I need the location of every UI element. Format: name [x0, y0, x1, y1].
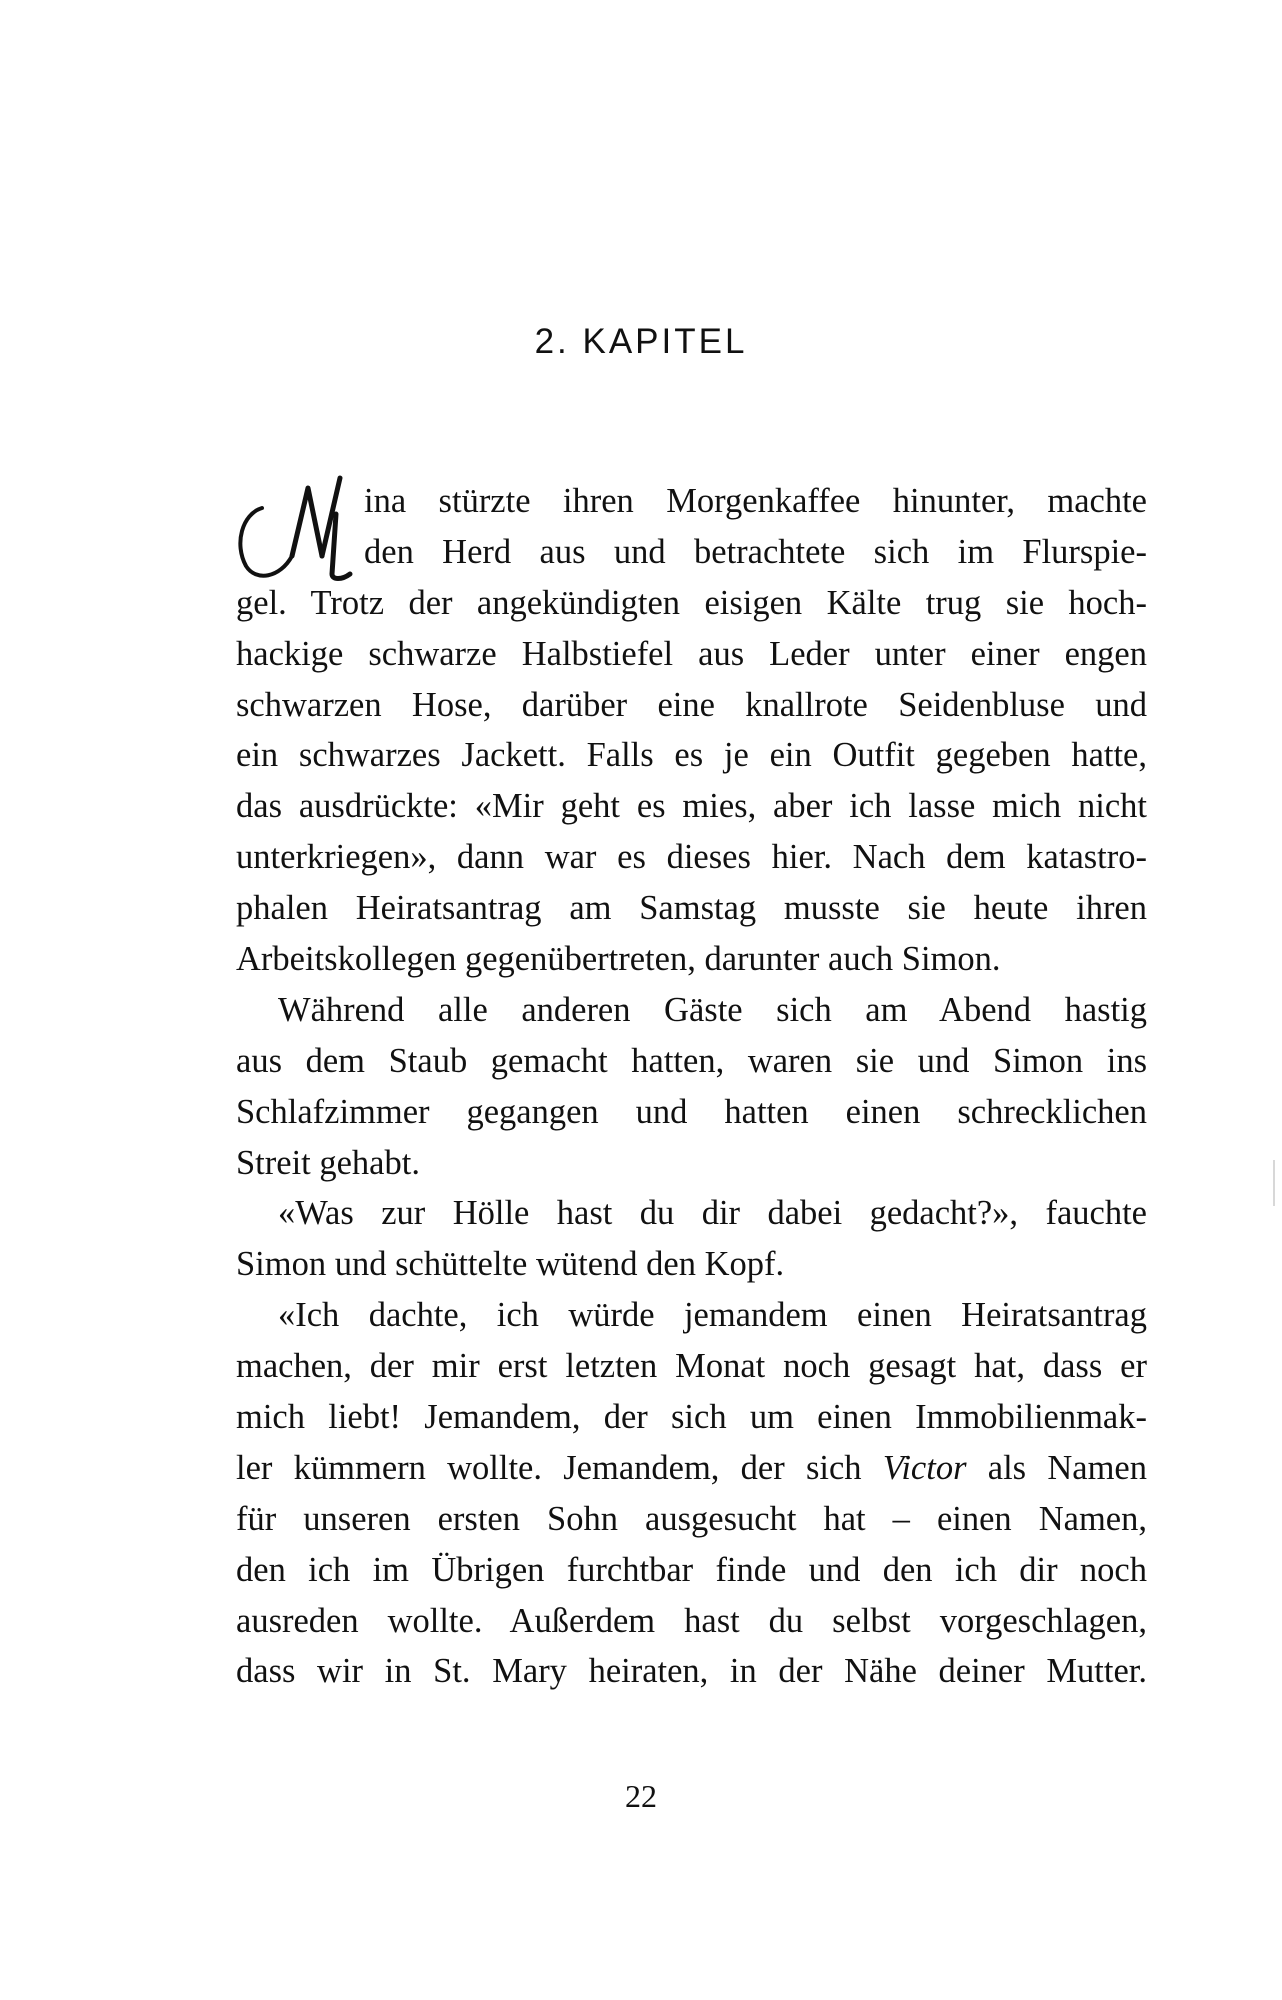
page-number: 22: [625, 1778, 657, 1814]
text-line: schwarzen Hose, darüber eine knallrote Seidenbluse und: [236, 685, 1147, 724]
text-line: mich liebt! Jemandem, der sich um einen Immobilienmak-: [236, 1398, 1147, 1437]
text-line: Arbeitskollegen gegenübertreten, darunter auch Simon.: [236, 940, 1001, 979]
text-line: unterkriegen», dann war es dieses hier. Nach dem katastro-: [236, 838, 1147, 877]
italic-name: Victor: [882, 1448, 967, 1487]
text-line: Streit gehabt.: [236, 1143, 420, 1182]
text-line: Simon und schüttelte wütend den Kopf.: [236, 1245, 785, 1284]
text-segment: als Namen: [987, 1448, 1147, 1487]
text-line-mixed: [236, 1443, 1147, 1494]
scan-edge-mark: [1273, 1160, 1275, 1206]
text-line: ina stürzte ihren Morgenkaffee hinunter, machte: [364, 482, 1147, 520]
text-line: gel. Trotz der angekündigten eisigen Kälte trug sie hoch-: [236, 583, 1147, 622]
text-segment: ler kümmern wollte. Jemandem, der sich: [236, 1448, 862, 1487]
text-line: «Was zur Hölle hast du dir dabei gedacht?», fauchte: [278, 1194, 1147, 1233]
text-line: Schlafzimmer gegangen und hatten einen schrecklichen: [236, 1092, 1147, 1131]
text-line: ausreden wollte. Außerdem hast du selbst vorgeschlagen,: [236, 1601, 1147, 1640]
text-line: den Herd aus und betrachtete sich im Flurspie-: [364, 532, 1147, 571]
chapter-heading: 2. KAPITEL: [534, 322, 748, 361]
body-text: [236, 476, 1147, 1697]
text-line: «Ich dachte, ich würde jemandem einen Heiratsantrag: [278, 1296, 1147, 1335]
text-line: das ausdrückte: «Mir geht es mies, aber ich lasse mich nicht: [236, 787, 1147, 826]
text-line: den ich im Übrigen furchtbar finde und den ich dir noch: [236, 1550, 1147, 1589]
text-line: phalen Heiratsantrag am Samstag musste sie heute ihren: [236, 889, 1147, 928]
text-line: für unseren ersten Sohn ausgesucht hat – einen Namen,: [236, 1499, 1147, 1538]
text-line: aus dem Staub gemacht hatten, waren sie und Simon ins: [236, 1041, 1147, 1080]
text-line: machen, der mir erst letzten Monat noch gesagt hat, dass er: [236, 1347, 1147, 1386]
text-line: hackige schwarze Halbstiefel aus Leder unter einer engen: [236, 634, 1147, 673]
text-line: Während alle anderen Gäste sich am Abend hastig: [278, 990, 1147, 1029]
text-line: dass wir in St. Mary heiraten, in der Nähe deiner Mutter.: [236, 1652, 1147, 1691]
text-line: ein schwarzes Jackett. Falls es je ein Outfit gegeben hatte,: [236, 736, 1147, 775]
